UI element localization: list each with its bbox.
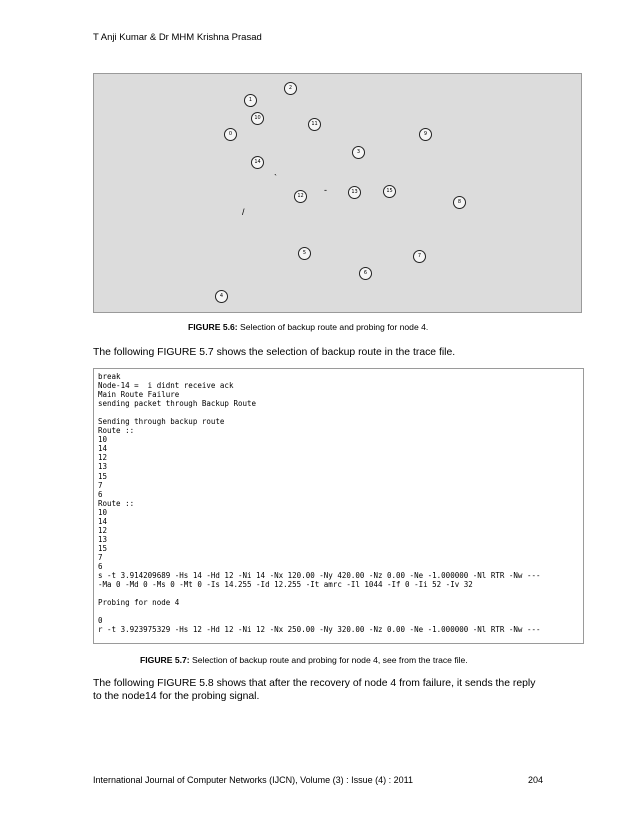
trace-output <box>94 369 583 634</box>
trace-line: 12 <box>98 525 108 535</box>
trace-line: r -t 3.923975329 -Hs 12 -Hd 12 -Ni 12 -Nx 250.00 -Ny 320.00 -Nz 0.00 -Ne -1.000000 -Nl RTR -Nw --- <box>98 625 541 635</box>
trace-line: 6 <box>98 489 103 499</box>
paragraph-line: The following FIGURE 5.8 shows that after the recovery of node 4 from failure, it sends the reply <box>93 678 536 689</box>
trace-line: 10 <box>98 507 108 517</box>
figure-label: FIGURE 5.6: <box>188 322 238 332</box>
node-2: 2 <box>284 82 297 95</box>
trace-line: 12 <box>98 453 108 463</box>
paragraph-line: to the node14 for the probing signal. <box>93 691 260 702</box>
footer-page-number: 204 <box>528 775 544 785</box>
trace-line: Route :: <box>98 426 135 436</box>
node-10: 10 <box>251 112 264 125</box>
running-header: T Anji Kumar & Dr MHM Krishna Prasad <box>93 32 262 43</box>
trace-line: 6 <box>98 561 103 571</box>
node-1: 1 <box>244 94 257 107</box>
trace-line: 10 <box>98 435 108 445</box>
trace-line: Node-14 = i didnt receive ack <box>98 381 234 391</box>
trace-line: 14 <box>98 516 108 526</box>
trace-line: 13 <box>98 534 108 544</box>
trace-line: Main Route Failure <box>98 390 180 400</box>
trace-line: 15 <box>98 543 108 553</box>
trace-line <box>98 607 583 616</box>
node-6: 6 <box>359 267 372 280</box>
trace-line: Probing for node 4 <box>98 598 180 608</box>
node-7: 7 <box>413 250 426 263</box>
node-13: 13 <box>348 186 361 199</box>
trace-line: Route :: <box>98 498 135 508</box>
trace-line <box>98 589 583 598</box>
trace-line: 13 <box>98 462 108 472</box>
paragraph-1: The following FIGURE 5.7 shows the selection of backup route in the trace file. <box>93 347 456 358</box>
packet-mark: - <box>324 185 327 195</box>
packet-mark: / <box>242 207 245 217</box>
trace-line: s -t 3.914209689 -Hs 14 -Hd 12 -Ni 14 -Nx 120.00 -Ny 420.00 -Nz 0.00 -Ne -1.000000 -Nl RTR -Nw --- <box>98 571 541 581</box>
trace-line: Sending through backup route <box>98 417 225 427</box>
trace-line: 7 <box>98 480 103 490</box>
paragraph-2 <box>93 677 535 703</box>
footer-journal: International Journal of Computer Networks (IJCN), Volume (3) : Issue (4) : 2011 <box>93 775 413 785</box>
trace-line: break <box>98 372 121 381</box>
node-3: 3 <box>352 146 365 159</box>
node-11: 11 <box>308 118 321 131</box>
figure-label: FIGURE 5.7: <box>140 655 190 665</box>
figure-caption-text: Selection of backup route and probing for node 4. <box>237 322 429 332</box>
node-14: 14 <box>251 156 264 169</box>
trace-line: -Ma 0 -Md 0 -Ms 0 -Mt 0 -Is 14.255 -Id 12.255 -It amrc -Il 1044 -If 0 -Ii 52 -Iv 32 <box>98 580 473 590</box>
node-9: 9 <box>419 128 432 141</box>
node-4: 4 <box>215 290 228 303</box>
figure-5-7-caption <box>140 655 468 665</box>
trace-line: sending packet through Backup Route <box>98 399 257 409</box>
node-12: 12 <box>294 190 307 203</box>
figure-caption-text: Selection of backup route and probing for node 4, see from the trace file. <box>189 655 468 665</box>
figure-5-6-caption <box>188 322 428 332</box>
trace-line: 15 <box>98 471 108 481</box>
node-5: 5 <box>298 247 311 260</box>
network-simulation-figure <box>93 73 582 313</box>
trace-line: 7 <box>98 552 103 562</box>
node-15: 15 <box>383 185 396 198</box>
trace-line: 0 <box>98 616 103 626</box>
node-8: 8 <box>453 196 466 209</box>
trace-file-figure <box>93 368 584 644</box>
packet-mark: ` <box>274 173 277 183</box>
trace-line: 14 <box>98 444 108 454</box>
node-0: 0 <box>224 128 237 141</box>
trace-line <box>98 408 583 417</box>
